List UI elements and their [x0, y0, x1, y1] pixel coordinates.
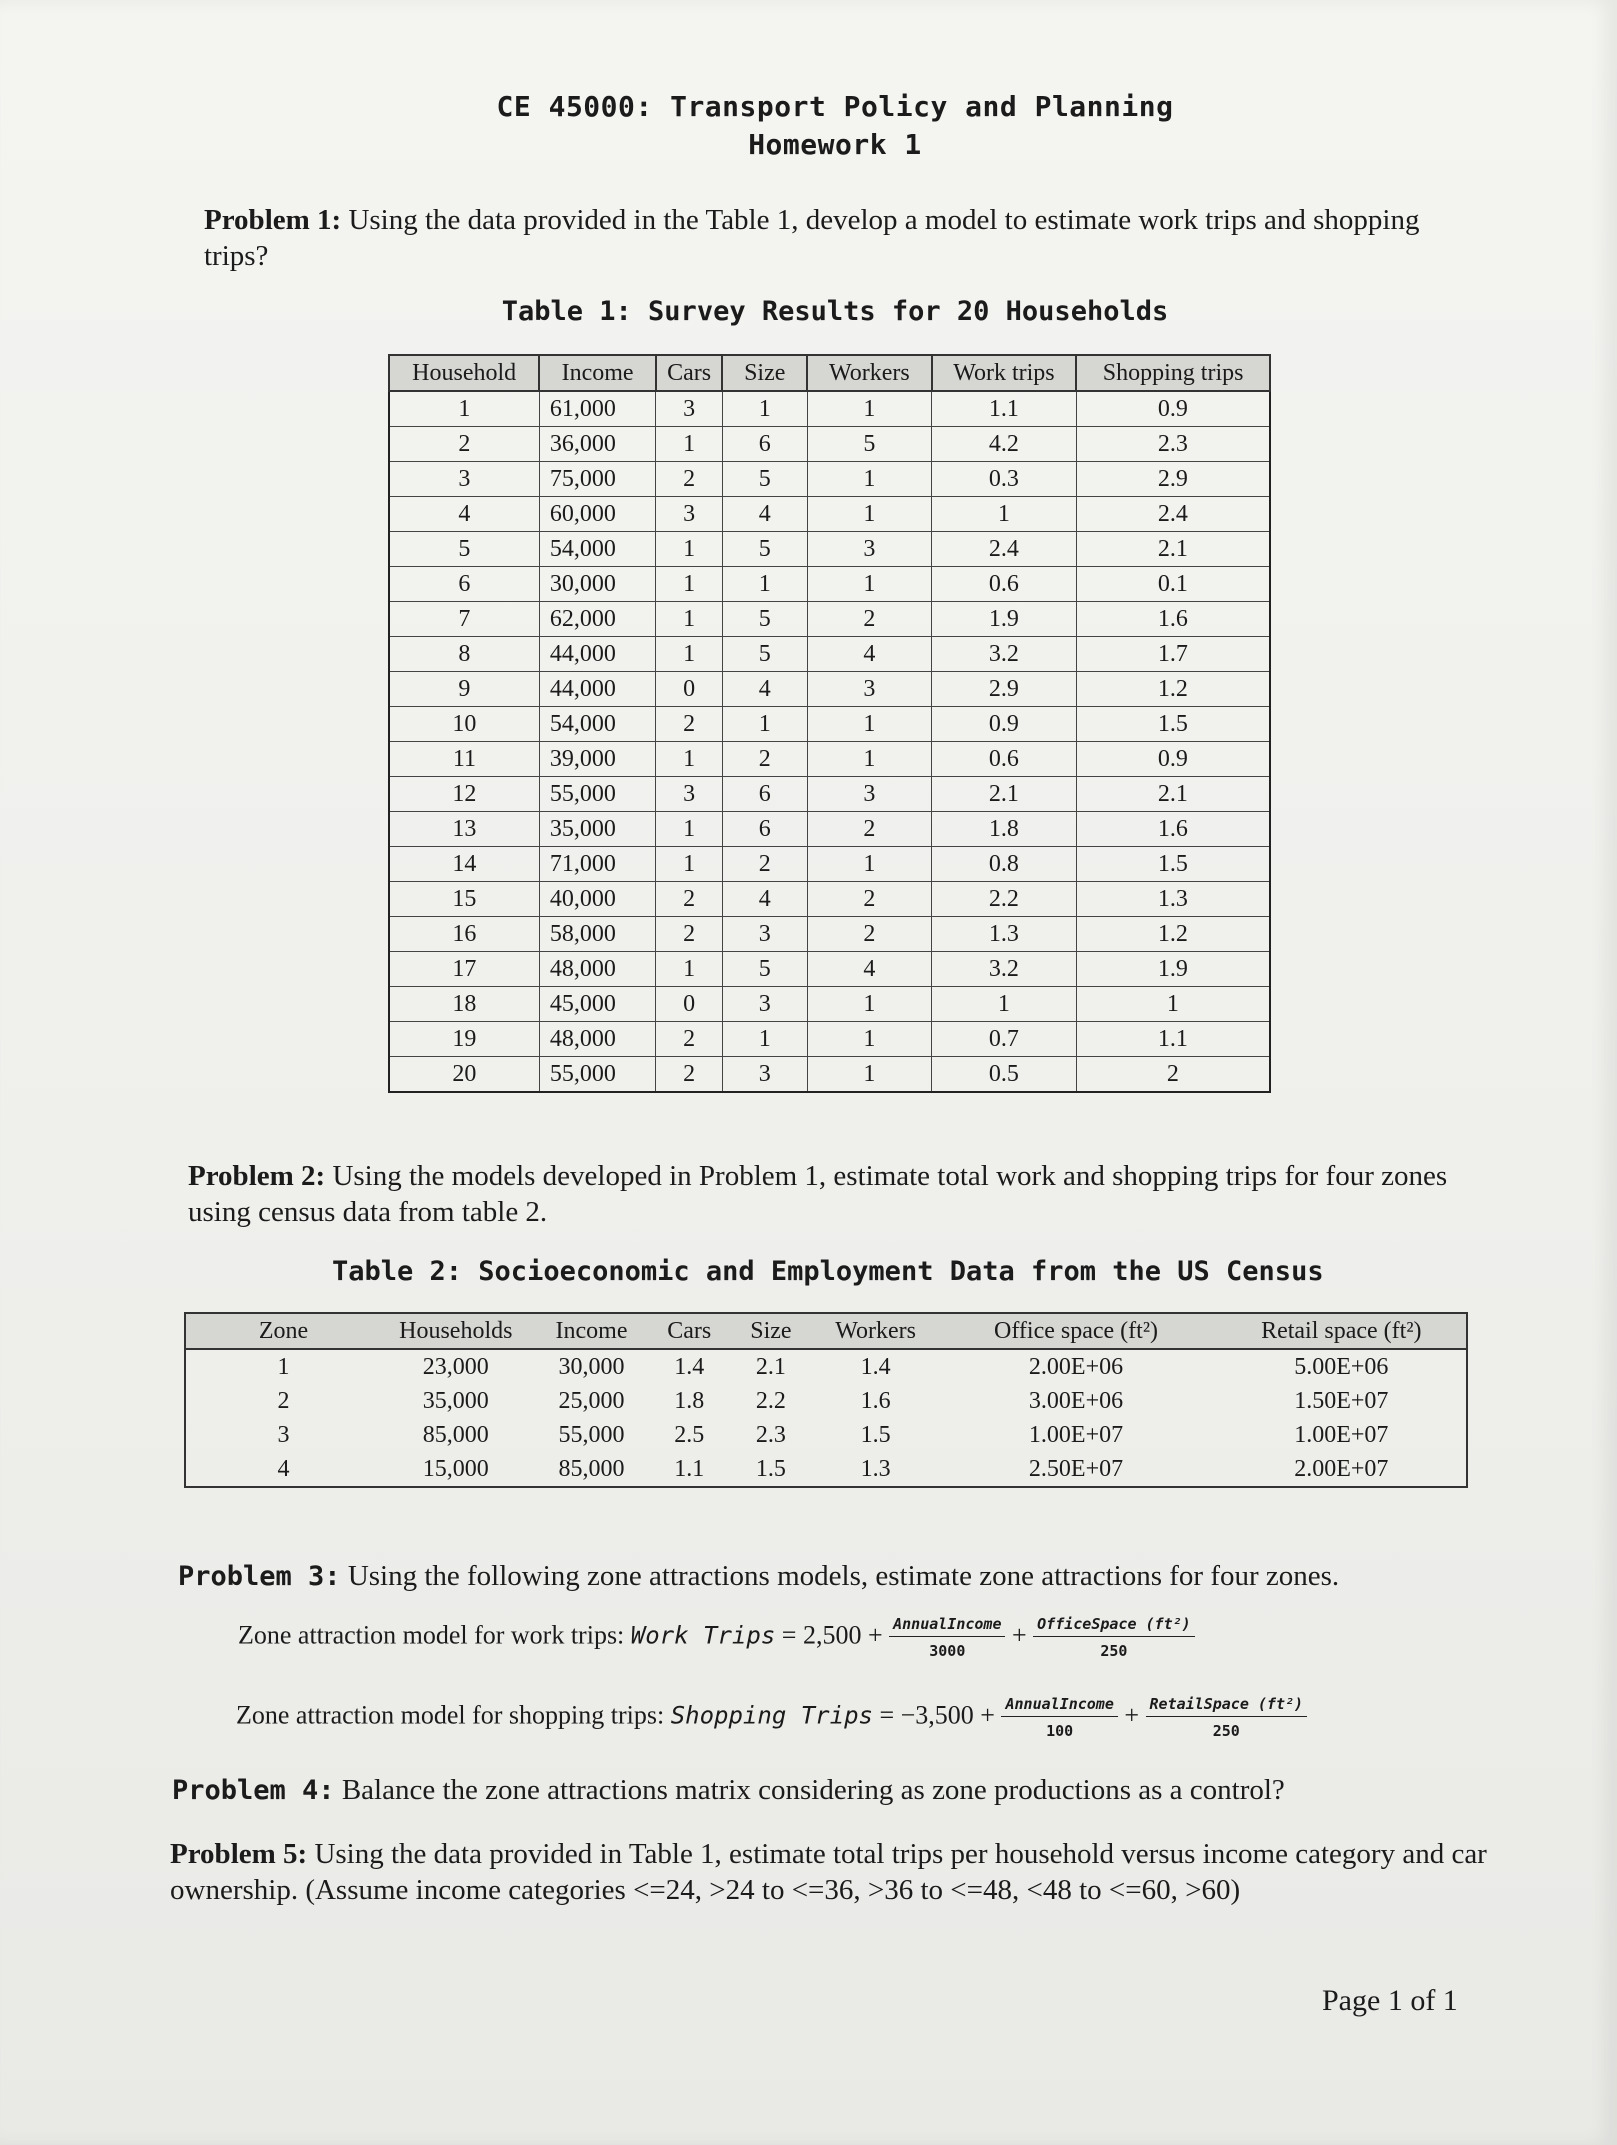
table-2-cell: 3: [277, 1421, 290, 1448]
table-2-row: [185, 1349, 1467, 1384]
table-1-cell: 1: [932, 987, 1077, 1022]
problem-2-label: Problem 2:: [188, 1160, 326, 1192]
table-1-row: [389, 882, 1270, 917]
table-2-cell: 2.5: [674, 1421, 705, 1448]
table-1-cell: 3: [807, 777, 932, 812]
table-1-column-header: Work trips: [932, 355, 1077, 391]
shop-model-lhs: Shopping Trips: [670, 1701, 873, 1730]
problem-3-label: Problem 3:: [178, 1561, 341, 1592]
table-1-cell: 13: [389, 812, 539, 847]
table-2-column-header: Office space (ft²): [935, 1313, 1216, 1349]
problem-4-label: Problem 4:: [172, 1775, 335, 1806]
table-1-cell: 2: [656, 1057, 723, 1093]
work-income-denominator: 3000: [929, 1642, 966, 1660]
table-1-cell: 18: [389, 987, 539, 1022]
table-1-cell: 44,000: [539, 672, 656, 707]
table-2-cell: 1.4: [674, 1353, 705, 1380]
census-table: [184, 1312, 1468, 1488]
table-1-cell: 1.5: [1076, 847, 1270, 882]
table-1-cell: 3.2: [932, 952, 1077, 987]
problem-1-label: Problem 1:: [204, 204, 342, 236]
problem-4: [172, 1772, 1492, 1809]
table-1-column-header: Income: [539, 355, 656, 391]
table-1-cell: 4: [722, 882, 807, 917]
work-model-lhs: Work Trips: [630, 1621, 776, 1650]
table-2-cell: 1: [277, 1353, 290, 1380]
homework-title: Homework 1: [748, 128, 922, 161]
table-2-cell: 35,000: [422, 1387, 489, 1414]
table-1-column-header: Shopping trips: [1076, 355, 1270, 391]
work-income-numerator: AnnualIncome: [889, 1614, 1005, 1637]
table-2-cell: 3.00E+06: [1028, 1387, 1124, 1414]
table-1-cell: 19: [389, 1022, 539, 1057]
page-number: Page 1 of 1: [1322, 1984, 1458, 2017]
table-1-cell: 5: [807, 427, 932, 462]
table-1-cell: 0.9: [932, 707, 1077, 742]
table-1-cell: 0.9: [1076, 742, 1270, 777]
table-1-cell: 16: [389, 917, 539, 952]
table-1-cell: 30,000: [539, 567, 656, 602]
table-1-cell: 55,000: [539, 1057, 656, 1093]
table-1-cell: 3: [656, 777, 723, 812]
table-1-row: [389, 462, 1270, 497]
table-1-cell: 54,000: [539, 707, 656, 742]
table-1-cell: 9: [389, 672, 539, 707]
table-1-cell: 1.6: [1076, 812, 1270, 847]
table-1-cell: 1.5: [1076, 707, 1270, 742]
table-1-cell: 1: [807, 987, 932, 1022]
table-1-cell: 60,000: [539, 497, 656, 532]
table-1-cell: 2: [656, 882, 723, 917]
table-1-cell: 5: [389, 532, 539, 567]
table-2-cell: 1.3: [860, 1455, 891, 1482]
table-1-cell: 55,000: [539, 777, 656, 812]
table-1-cell: 2.1: [932, 777, 1077, 812]
table-1-cell: 5: [722, 602, 807, 637]
table-1-row: [389, 1057, 1270, 1093]
table-1-cell: 3: [807, 672, 932, 707]
survey-table: [388, 354, 1271, 1093]
table-1-title: Table 1: Survey Results for 20 Households: [501, 296, 1169, 327]
table-1-cell: 1.2: [1076, 672, 1270, 707]
table-1-row: [389, 742, 1270, 777]
problem-4-text: Balance the zone attractions matrix considering as zone productions as a control?: [341, 1774, 1285, 1806]
problem-5-text: Using the data provided in Table 1, estimate total trips per household versus income category and car ownership. (Assume income categories <=24, >24 to <=36, >36 to <=48, <48 to <=60, >60): [170, 1838, 1487, 1906]
course-title: CE 45000: Transport Policy and Planning: [496, 90, 1174, 123]
table-1-cell: 1: [656, 742, 723, 777]
table-1-cell: 1: [389, 391, 539, 427]
work-office-numerator: OfficeSpace (ft²): [1033, 1614, 1195, 1637]
table-2-cell: 1.1: [674, 1455, 705, 1482]
table-1-row: [389, 391, 1270, 427]
table-1-row: [389, 777, 1270, 812]
work-model-constant: = 2,500 +: [781, 1620, 883, 1650]
shop-income-denominator: 100: [1046, 1722, 1074, 1740]
table-2-cell: 85,000: [422, 1421, 489, 1448]
table-1-cell: 45,000: [539, 987, 656, 1022]
table-1-cell: 1: [656, 812, 723, 847]
table-1-cell: 2.2: [932, 882, 1077, 917]
table-2-body: [185, 1349, 1467, 1487]
table-1-cell: 3: [722, 1057, 807, 1093]
table-1-cell: 1: [722, 567, 807, 602]
table-1-cell: 1: [656, 952, 723, 987]
table-1-cell: 15: [389, 882, 539, 917]
table-1-cell: 0.6: [932, 742, 1077, 777]
table-1-cell: 2: [807, 812, 932, 847]
table-1-cell: 20: [389, 1057, 539, 1093]
table-1-cell: 3: [722, 917, 807, 952]
work-plus-sign: +: [1011, 1620, 1027, 1650]
problem-3: [178, 1558, 1478, 1595]
shop-plus-sign: +: [1124, 1700, 1140, 1730]
table-1-cell: 2: [1076, 1057, 1270, 1093]
table-1-cell: 1: [807, 567, 932, 602]
table-2-cell: 2.00E+06: [1028, 1353, 1124, 1380]
table-2-cell: 30,000: [558, 1353, 625, 1380]
table-1-cell: 1: [807, 742, 932, 777]
shop-retail-denominator: 250: [1212, 1722, 1240, 1740]
table-1-cell: 2: [807, 917, 932, 952]
problem-1-text: Using the data provided in the Table 1, develop a model to estimate work trips and shopping trips?: [204, 204, 1420, 272]
table-1-column-header: Size: [722, 355, 807, 391]
table-2-cell: 1.5: [755, 1455, 786, 1482]
table-1-column-header: Workers: [807, 355, 932, 391]
table-1-cell: 58,000: [539, 917, 656, 952]
table-1-cell: 2.4: [1076, 497, 1270, 532]
table-2-cell: 2.2: [755, 1387, 786, 1414]
table-1-cell: 1: [722, 391, 807, 427]
table-1-cell: 1: [656, 532, 723, 567]
table-1-row: [389, 497, 1270, 532]
shop-retail-numerator: RetailSpace (ft²): [1146, 1694, 1308, 1717]
table-1-cell: 4: [389, 497, 539, 532]
table-1-cell: 5: [722, 462, 807, 497]
table-2-cell: 5.00E+06: [1294, 1353, 1389, 1380]
table-1-cell: 36,000: [539, 427, 656, 462]
table-1-cell: 2.4: [932, 532, 1077, 567]
table-2-cell: 2.00E+07: [1294, 1455, 1389, 1482]
table-2-cell: 15,000: [422, 1455, 489, 1482]
shop-model-prefix: Zone attraction model for shopping trips:: [236, 1700, 665, 1730]
table-1-column-header: Cars: [656, 355, 723, 391]
table-2-title: Table 2: Socioeconomic and Employment Data from the US Census: [332, 1256, 1324, 1287]
table-2-cell: 2: [277, 1387, 290, 1414]
table-2-column-header: Zone: [185, 1313, 381, 1349]
table-1-cell: 2.3: [1076, 427, 1270, 462]
table-1-cell: 0: [656, 987, 723, 1022]
table-2-column-header: Workers: [816, 1313, 936, 1349]
table-1-row: [389, 567, 1270, 602]
table-1-cell: 2: [656, 462, 723, 497]
work-office-denominator: 250: [1100, 1642, 1128, 1660]
table-1-cell: 0.8: [932, 847, 1077, 882]
table-2-cell: 2.50E+07: [1028, 1455, 1124, 1482]
table-1-cell: 35,000: [539, 812, 656, 847]
table-2-column-header: Cars: [652, 1313, 726, 1349]
table-1-body: [389, 391, 1270, 1092]
table-1-cell: 3: [656, 391, 723, 427]
table-1-cell: 62,000: [539, 602, 656, 637]
table-1-cell: 6: [722, 812, 807, 847]
table-1-cell: 1: [932, 497, 1077, 532]
table-2-column-header: Retail space (ft²): [1217, 1313, 1467, 1349]
table-1-cell: 17: [389, 952, 539, 987]
table-1-cell: 2: [807, 602, 932, 637]
table-1-cell: 4: [807, 637, 932, 672]
table-2-cell: 25,000: [558, 1387, 625, 1414]
table-1-row: [389, 847, 1270, 882]
table-1-cell: 2.1: [1076, 777, 1270, 812]
table-1-cell: 39,000: [539, 742, 656, 777]
problem-5-label: Problem 5:: [170, 1838, 308, 1870]
table-2-cell: 1.00E+07: [1294, 1421, 1389, 1448]
table-1-cell: 1.1: [1076, 1022, 1270, 1057]
table-1-cell: 1.2: [1076, 917, 1270, 952]
table-1-cell: 2: [389, 427, 539, 462]
table-2-cell: 4: [277, 1455, 290, 1482]
table-2-row: [185, 1384, 1467, 1418]
table-1-row: [389, 602, 1270, 637]
table-1-cell: 3.2: [932, 637, 1077, 672]
table-1-cell: 1.7: [1076, 637, 1270, 672]
table-2-cell: 1.50E+07: [1294, 1387, 1389, 1414]
work-model-prefix: Zone attraction model for work trips:: [238, 1620, 625, 1650]
table-1-cell: 0.3: [932, 462, 1077, 497]
table-2-cell: 1.00E+07: [1028, 1421, 1124, 1448]
table-1-cell: 1.3: [932, 917, 1077, 952]
table-1-row: [389, 532, 1270, 567]
table-2-cell: 23,000: [422, 1353, 489, 1380]
table-1-cell: 7: [389, 602, 539, 637]
table-1-cell: 1: [1076, 987, 1270, 1022]
shop-model-constant: = −3,500 +: [879, 1700, 995, 1730]
table-1-cell: 10: [389, 707, 539, 742]
table-2-cell: 85,000: [558, 1455, 625, 1482]
table-2-row: [185, 1418, 1467, 1452]
problem-5: [170, 1836, 1490, 1908]
table-2-row: [185, 1452, 1467, 1487]
table-1-cell: 1.3: [1076, 882, 1270, 917]
table-1-cell: 1.6: [1076, 602, 1270, 637]
problem-2: [188, 1158, 1478, 1230]
table-1-cell: 3: [389, 462, 539, 497]
table-1-cell: 5: [722, 637, 807, 672]
table-1-cell: 54,000: [539, 532, 656, 567]
table-1-cell: 2.1: [1076, 532, 1270, 567]
table-1-cell: 44,000: [539, 637, 656, 672]
table-1-cell: 2: [656, 1022, 723, 1057]
problem-2-text: Using the models developed in Problem 1, estimate total work and shopping trips for four zones using census data from table 2.: [188, 1160, 1448, 1228]
table-1-cell: 1: [656, 427, 723, 462]
table-1-cell: 4: [807, 952, 932, 987]
table-1-cell: 5: [722, 952, 807, 987]
table-1-cell: 1: [656, 602, 723, 637]
table-1-row: [389, 917, 1270, 952]
table-1-cell: 40,000: [539, 882, 656, 917]
table-2-cell: 1.5: [860, 1421, 891, 1448]
table-2-cell: 1.6: [860, 1387, 891, 1414]
table-1-cell: 1: [807, 391, 932, 427]
table-1-cell: 3: [722, 987, 807, 1022]
table-1-cell: 4: [722, 672, 807, 707]
table-1-cell: 0.5: [932, 1057, 1077, 1093]
table-1-cell: 1.9: [932, 602, 1077, 637]
table-1-cell: 2: [656, 707, 723, 742]
table-1-cell: 1: [722, 1022, 807, 1057]
work-trips-model: [238, 1614, 1195, 1661]
table-1-cell: 2: [722, 742, 807, 777]
problem-1: [204, 202, 1484, 274]
table-1-cell: 0.7: [932, 1022, 1077, 1057]
table-1-column-header: Household: [389, 355, 539, 391]
shop-income-fraction: [1001, 1694, 1117, 1741]
table-1-cell: 1: [722, 707, 807, 742]
table-2-column-header: Income: [531, 1313, 653, 1349]
table-1-cell: 1: [807, 1022, 932, 1057]
table-1-row: [389, 707, 1270, 742]
table-1-cell: 6: [389, 567, 539, 602]
table-1-cell: 1: [807, 497, 932, 532]
work-income-fraction: [889, 1614, 1005, 1661]
table-2-cell: 2.1: [755, 1353, 786, 1380]
table-2-cell: 2.3: [755, 1421, 786, 1448]
table-1-row: [389, 987, 1270, 1022]
table-1-cell: 3: [807, 532, 932, 567]
table-1-cell: 11: [389, 742, 539, 777]
table-1-cell: 75,000: [539, 462, 656, 497]
table-1-cell: 5: [722, 532, 807, 567]
table-2-header-row: [185, 1313, 1467, 1349]
table-1-cell: 2.9: [932, 672, 1077, 707]
table-2-column-header: Size: [726, 1313, 816, 1349]
table-1-cell: 0.1: [1076, 567, 1270, 602]
table-1-cell: 0.6: [932, 567, 1077, 602]
table-1-cell: 1: [807, 462, 932, 497]
problem-3-text: Using the following zone attractions models, estimate zone attractions for four zones.: [347, 1560, 1340, 1592]
shop-retail-fraction: [1146, 1694, 1308, 1741]
table-1-cell: 1.9: [1076, 952, 1270, 987]
table-2-cell: 1.4: [860, 1353, 891, 1380]
table-1-cell: 6: [722, 777, 807, 812]
table-1-cell: 4: [722, 497, 807, 532]
table-1-cell: 4.2: [932, 427, 1077, 462]
table-2-cell: 55,000: [558, 1421, 625, 1448]
table-1-cell: 0.9: [1076, 391, 1270, 427]
table-1-cell: 1: [807, 847, 932, 882]
table-1-cell: 48,000: [539, 952, 656, 987]
table-1-cell: 48,000: [539, 1022, 656, 1057]
table-1-cell: 1: [656, 847, 723, 882]
table-1-cell: 61,000: [539, 391, 656, 427]
shop-income-numerator: AnnualIncome: [1001, 1694, 1117, 1717]
table-1-cell: 1: [807, 1057, 932, 1093]
table-1-row: [389, 952, 1270, 987]
table-1-cell: 12: [389, 777, 539, 812]
table-1-cell: 1: [656, 567, 723, 602]
table-1-cell: 2: [656, 917, 723, 952]
table-2-cell: 1.8: [674, 1387, 705, 1414]
table-1-cell: 2: [807, 882, 932, 917]
table-1-cell: 8: [389, 637, 539, 672]
table-1-cell: 71,000: [539, 847, 656, 882]
table-1-cell: 2.9: [1076, 462, 1270, 497]
work-office-fraction: [1033, 1614, 1195, 1661]
table-1-cell: 1: [807, 707, 932, 742]
table-1-cell: 1.1: [932, 391, 1077, 427]
table-1-cell: 6: [722, 427, 807, 462]
table-1-row: [389, 1022, 1270, 1057]
table-1-cell: 14: [389, 847, 539, 882]
table-1-row: [389, 812, 1270, 847]
table-1-header-row: [389, 355, 1270, 391]
table-1-cell: 1: [656, 637, 723, 672]
table-2-column-header: Households: [381, 1313, 531, 1349]
table-1-cell: 2: [722, 847, 807, 882]
table-1-row: [389, 672, 1270, 707]
table-1-cell: 3: [656, 497, 723, 532]
table-1-row: [389, 637, 1270, 672]
shopping-trips-model: [236, 1694, 1307, 1741]
table-1-cell: 0: [656, 672, 723, 707]
table-1-row: [389, 427, 1270, 462]
table-1-cell: 1.8: [932, 812, 1077, 847]
